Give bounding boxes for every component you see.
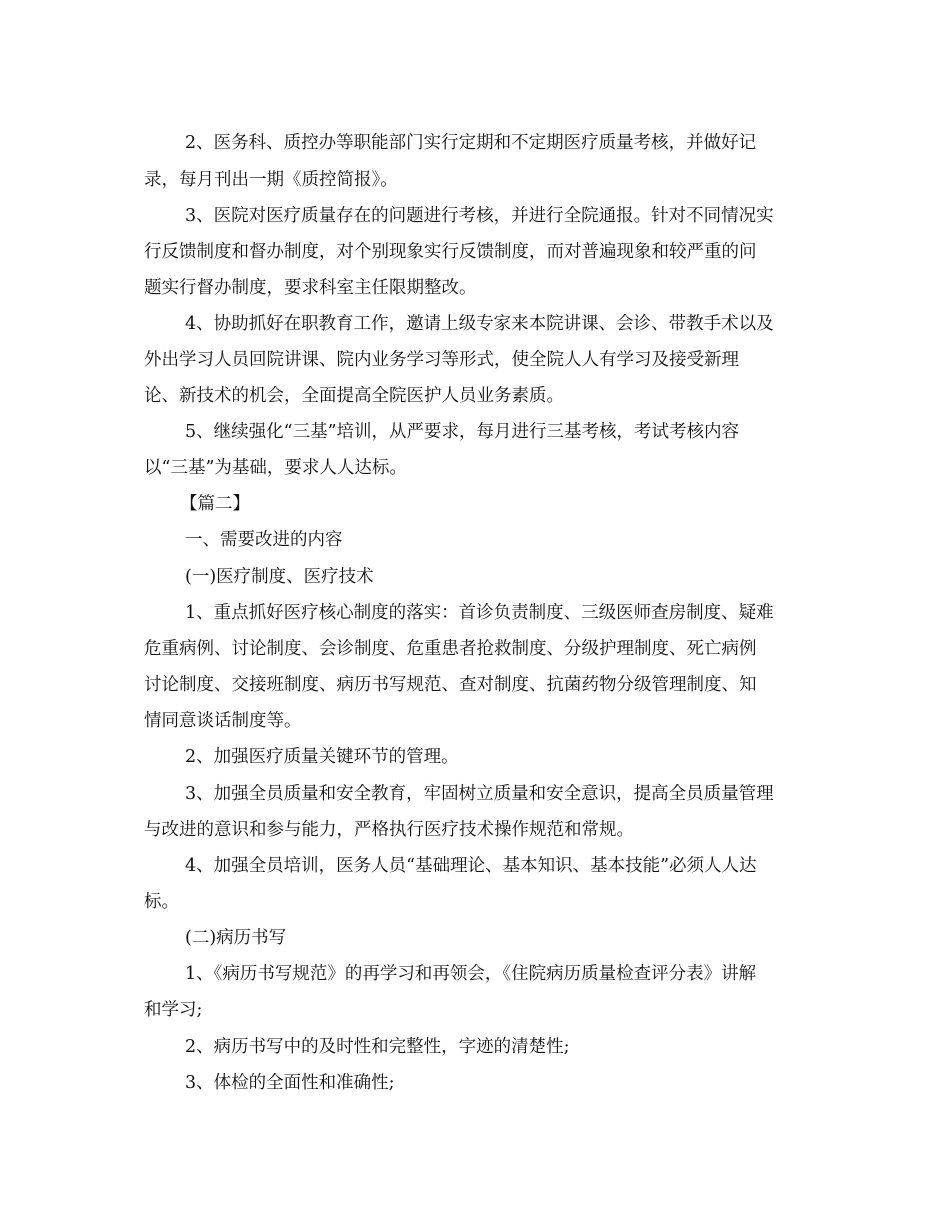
text-line: 以“三基”为基础，要求人人达标。 <box>144 458 407 478</box>
text-line: 3、加强全员质量和安全教育，牢固树立质量和安全意识，提高全员质量管理 <box>185 784 774 804</box>
subsection-heading: (二)病历书写 <box>185 928 287 948</box>
text-line: 题实行督办制度，要求科室主任限期整改。 <box>144 278 477 298</box>
text-line: 情同意谈话制度等。 <box>144 711 302 731</box>
text-line: 3、医院对医疗质量存在的问题进行考核，并进行全院通报。针对不同情况实 <box>185 206 774 226</box>
text-line: 2、加强医疗质量关键环节的管理。 <box>185 747 459 767</box>
text-line: 外出学习人员回院讲课、院内业务学习等形式，使全院人人有学习及接受新理 <box>144 350 739 370</box>
section-heading: 【篇二】 <box>180 494 250 514</box>
text-line: 标。 <box>144 892 179 912</box>
text-line: 2、医务科、质控办等职能部门实行定期和不定期医疗质量考核，并做好记 <box>185 133 757 153</box>
text-line: 1、《病历书写规范》的再学习和再领会，《住院病历质量检查评分表》讲解 <box>185 964 757 984</box>
text-line: 录，每月刊出一期《质控简报》。 <box>144 170 398 190</box>
text-line: 论、新技术的机会，全面提高全院医护人员业务素质。 <box>144 386 564 406</box>
text-line: 4、加强全员培训，医务人员“基础理论、基本知识、基本技能”必须人人达 <box>185 856 757 876</box>
text-line: 危重病例、讨论制度、会诊制度、危重患者抢救制度、分级护理制度、死亡病例 <box>144 639 757 659</box>
text-line: 4、协助抓好在职教育工作，邀请上级专家来本院讲课、会诊、带教手术以及 <box>185 314 774 334</box>
text-line: 5、继续强化“三基”培训，从严要求，每月进行三基考核，考试考核内容 <box>185 422 740 442</box>
text-line: 讨论制度、交接班制度、病历书写规范、查对制度、抗菌药物分级管理制度、知 <box>144 675 757 695</box>
subsection-heading: (一)医疗制度、医疗技术 <box>185 567 374 587</box>
text-line: 行反馈制度和督办制度，对个别现象实行反馈制度，而对普遍现象和较严重的问 <box>144 242 757 262</box>
text-line: 与改进的意识和参与能力，严格执行医疗技术操作规范和常规。 <box>144 820 634 840</box>
subsection-heading: 一、需要改进的内容 <box>185 530 343 550</box>
text-line: 和学习; <box>144 1000 203 1020</box>
text-line: 1、重点抓好医疗核心制度的落实：首诊负责制度、三级医师查房制度、疑难 <box>185 603 774 623</box>
text-line: 2、病历书写中的及时性和完整性，字迹的清楚性; <box>185 1037 570 1057</box>
text-line: 3、体检的全面性和准确性; <box>185 1073 395 1093</box>
